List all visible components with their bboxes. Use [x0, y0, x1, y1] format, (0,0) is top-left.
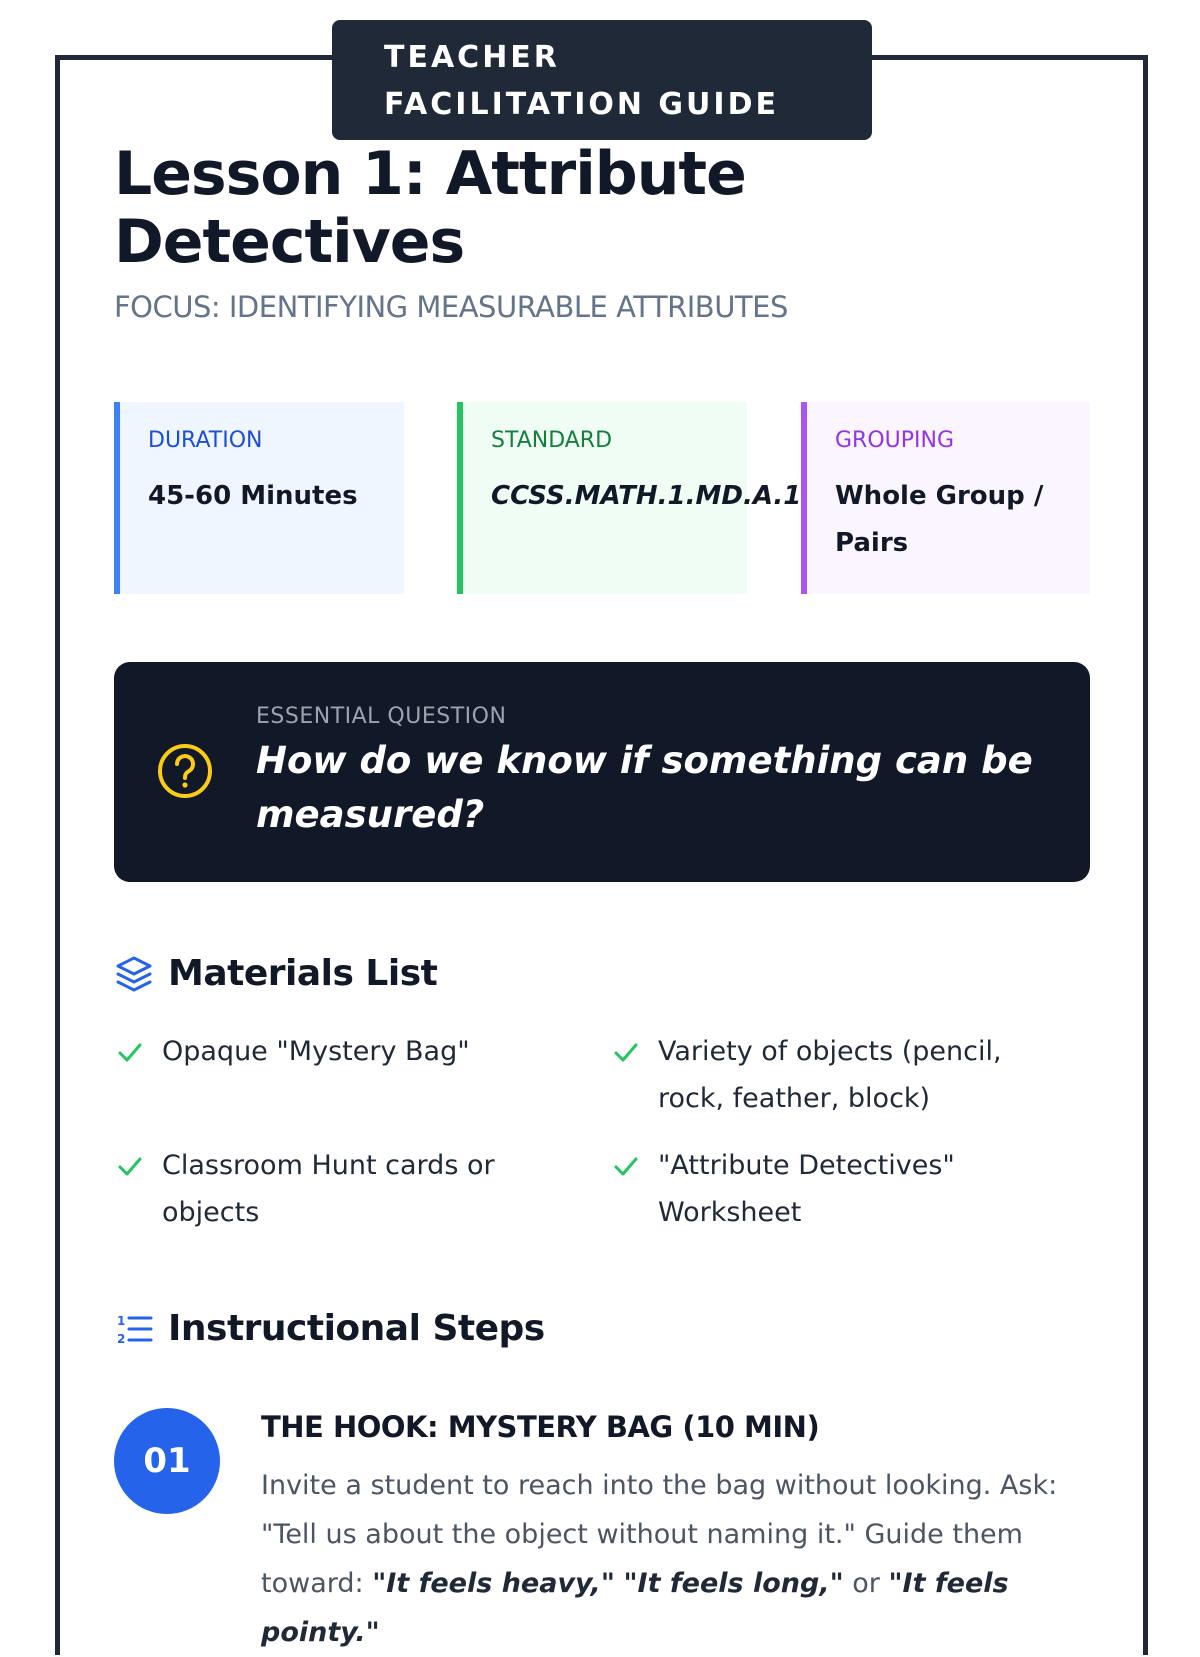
step-title: THE HOOK: MYSTERY BAG (10 MIN) [261, 1410, 820, 1444]
duration-label: DURATION [148, 428, 263, 453]
material-item [116, 1028, 576, 1075]
standard-value: CCSS.MATH.1.MD.A.1 [491, 481, 802, 511]
step-quote-long: "It feels long," [623, 1568, 844, 1599]
materials-heading [114, 953, 437, 994]
svg-text:2: 2 [117, 1331, 126, 1346]
grouping-value: Whole Group / Pairs [835, 481, 1044, 558]
step-quote-pointy: "It feels pointy." [261, 1568, 1009, 1648]
check-icon [116, 1038, 144, 1066]
lesson-title: Lesson 1: Attribute Detectives [114, 139, 746, 277]
material-text: Opaque "Mystery Bag" [162, 1036, 470, 1067]
materials-heading-text: Materials List [168, 953, 438, 994]
steps-heading [114, 1308, 545, 1349]
duration-value: 45-60 Minutes [148, 481, 358, 511]
material-text: "Attribute Detectives" Worksheet [658, 1150, 955, 1228]
step-body-text: Invite a student to reach into the bag without looking. Ask: "Tell us about the object without naming it." Guide them toward: [261, 1470, 1058, 1599]
guide-header-tab [332, 20, 872, 140]
standard-label: STANDARD [491, 428, 613, 453]
duration-card [114, 402, 404, 594]
grouping-card [801, 402, 1090, 594]
header-line-2: FACILITATION GUIDE [384, 87, 779, 122]
essential-question-label: ESSENTIAL QUESTION [256, 704, 507, 729]
material-text: Variety of objects (pencil, rock, feather, block) [658, 1036, 1002, 1114]
numbered-list-icon [114, 1309, 154, 1349]
question-circle-icon [156, 742, 214, 800]
standard-card [457, 402, 802, 594]
grouping-label: GROUPING [835, 428, 955, 453]
material-item [612, 1142, 1072, 1236]
header-line-1: TEACHER [384, 40, 560, 75]
check-icon [612, 1038, 640, 1066]
step-body [261, 1461, 1091, 1657]
steps-heading-text: Instructional Steps [168, 1308, 545, 1349]
check-icon [612, 1152, 640, 1180]
step-quote-heavy: "It feels heavy," [372, 1568, 615, 1599]
layers-icon [114, 954, 154, 994]
svg-text:1: 1 [117, 1313, 126, 1328]
essential-question-text: How do we know if something can be measured? [256, 739, 1033, 836]
essential-question-box [114, 662, 1090, 882]
lesson-focus: FOCUS: IDENTIFYING MEASURABLE ATTRIBUTES [114, 290, 788, 324]
step-number-badge: 01 [114, 1408, 220, 1514]
material-item [116, 1142, 576, 1236]
check-icon [116, 1152, 144, 1180]
material-text: Classroom Hunt cards or objects [162, 1150, 495, 1228]
material-item [612, 1028, 1072, 1122]
step-connector: or [843, 1568, 889, 1599]
